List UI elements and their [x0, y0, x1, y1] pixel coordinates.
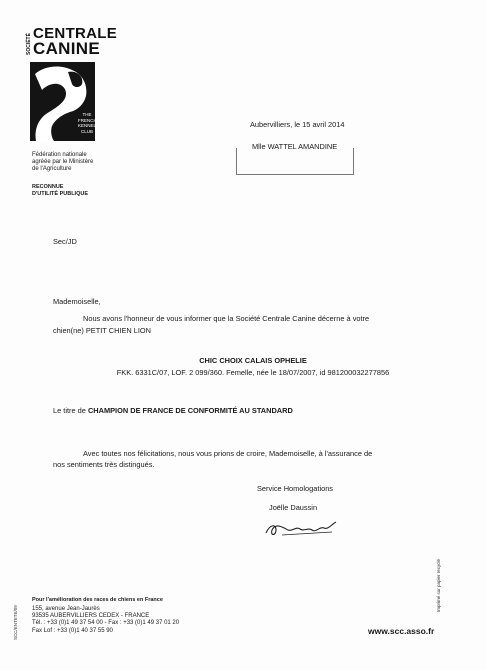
logo-caption-line: FRENCH: [78, 117, 97, 123]
footer-tagline: Pour l'amélioration des races de chiens en France: [32, 597, 163, 603]
footer-phone: Tél. : +33 (0)1 49 37 54 00 - Fax : +33 (0)1 49 37 01 20: [32, 620, 180, 626]
logo-caption-line: KENNEL: [78, 123, 97, 128]
paragraph1-line1: Nous avons l'honneur de vous informer que la Société Centrale Canine décerne à votre: [83, 314, 370, 323]
federation-line: Fédération nationale: [32, 152, 87, 158]
logo-caption-line: CLUB: [80, 128, 93, 134]
salutation: Mademoiselle,: [53, 297, 101, 306]
recognition-note: [32, 184, 88, 198]
logo-caption-line: THE: [82, 112, 92, 117]
footer-vertical-right: Imprimé sur papier recyclé: [436, 558, 441, 612]
recognition-line: RECONNUE: [32, 184, 64, 190]
federation-note: [32, 152, 93, 173]
footer-address2: 93535 AUBERVILLIERS CEDEX - FRANCE: [32, 613, 150, 619]
footer-address1: 155, avenue Jean-Jaurès: [32, 606, 100, 612]
footer-vertical-left: SCC/ENTETE/09: [13, 605, 18, 640]
title-line: [53, 406, 293, 415]
signature-service: Service Homologations: [257, 484, 333, 493]
title-prefix: Le titre de: [53, 406, 86, 415]
brand-line2: CANINE: [33, 39, 100, 58]
recipient-name: Mlle WATTEL AMANDINE: [252, 142, 338, 151]
paragraph1-line2: chien(ne) PETIT CHIEN LION: [53, 326, 152, 335]
federation-line: agréée par le Ministère: [32, 159, 94, 165]
title-award: CHAMPION DE FRANCE DE CONFORMITÉ AU STANDARD: [87, 406, 293, 415]
brand-line1: CENTRALE: [33, 25, 118, 42]
handwritten-signature: [262, 518, 342, 545]
dog-name: CHIC CHOIX CALAIS OPHELIE: [199, 356, 307, 365]
signature-name: Joëlle Daussin: [269, 503, 318, 512]
website-link[interactable]: www.scc.asso.fr: [368, 626, 435, 636]
closing-line2: nos sentiments très distingués.: [53, 460, 155, 469]
logo-caption: [78, 112, 96, 134]
place-date: Aubervilliers, le 15 avril 2014: [250, 120, 345, 129]
recipient-box: [236, 148, 354, 175]
reference: Sec/JD: [53, 237, 77, 246]
footer-fax: Fax Lof : +33 (0)1 40 37 55 90: [32, 628, 113, 634]
closing-line1: Avec toutes nos félicitations, nous vous prions de croire, Mademoiselle, à l'assurance de: [83, 449, 373, 458]
dog-details: FKK. 6331C/07, LOF. 2 099/360. Femelle, née le 18/07/2007, id 981200032277856: [116, 368, 390, 377]
brand-vertical-text: SOCIÉTÉ: [26, 33, 32, 55]
recognition-line: D'UTILITÉ PUBLIQUE: [32, 191, 89, 197]
federation-line: de l'Agriculture: [32, 166, 72, 172]
